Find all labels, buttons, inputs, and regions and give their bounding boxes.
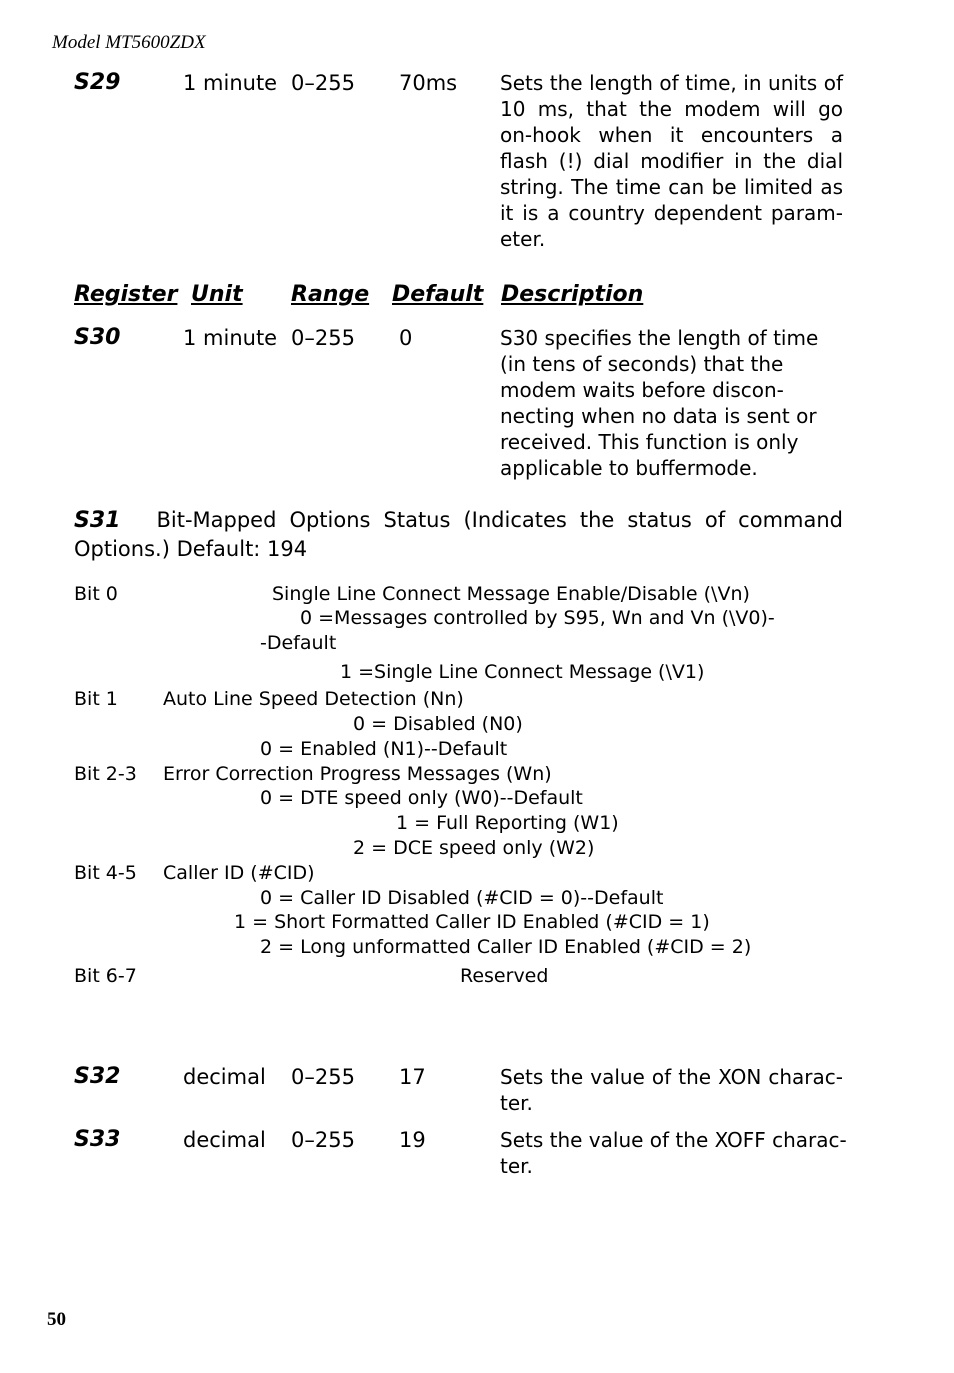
bit45-option-1: 1 = Short Formatted Caller ID Enabled (#CID = 1) (234, 911, 710, 933)
bit45-label: Bit 4-5 (74, 862, 137, 884)
register-s30: S30 (74, 325, 121, 350)
bit1-title: Auto Line Speed Detection (Nn) (163, 688, 464, 710)
table-header-register: Register (74, 282, 178, 307)
s31-line-2: Options.) Default: 194 (74, 537, 308, 561)
s32-unit: decimal (183, 1065, 266, 1089)
s32-description-line: ter. (500, 1091, 533, 1115)
s30-description-line: received. This function is only (500, 430, 799, 454)
s29-description-line: it is a country dependent param- (500, 201, 843, 225)
s29-default: 70ms (399, 71, 458, 95)
s29-description-line: string. The time can be limited as (500, 175, 843, 199)
bit23-label: Bit 2-3 (74, 763, 137, 785)
register-s32: S32 (74, 1064, 121, 1089)
bit67-title: Reserved (460, 965, 549, 987)
bit0-title: Single Line Connect Message Enable/Disable (\Vn) (272, 583, 750, 605)
bit23-option-0: 0 = DTE speed only (W0)--Default (260, 787, 583, 809)
s33-range: 0–255 (291, 1128, 355, 1152)
s29-description-line: 10 ms, that the modem will go (500, 97, 843, 121)
s30-description-line: modem waits before discon- (500, 378, 784, 402)
table-header-unit: Unit (191, 282, 243, 307)
s29-description-line: Sets the length of time, in units of (500, 71, 843, 95)
s33-default: 19 (399, 1128, 426, 1152)
s30-description (500, 325, 843, 481)
table-header-default: Default (392, 282, 484, 307)
s31-line-1 (74, 506, 843, 535)
s29-description (500, 70, 843, 252)
page-number: 50 (47, 1309, 66, 1330)
bit23-option-1: 1 = Full Reporting (W1) (396, 812, 619, 834)
table-header-range: Range (291, 282, 370, 307)
bit67-label: Bit 6-7 (74, 965, 137, 987)
s32-description-line: Sets the value of the XON charac- (500, 1065, 843, 1089)
s30-description-line: necting when no data is sent or (500, 404, 817, 428)
s33-description (500, 1127, 847, 1179)
s31-description (74, 506, 843, 563)
bit45-option-2: 2 = Long unformatted Caller ID Enabled (#CID = 2) (260, 936, 752, 958)
bit1-option-0: 0 = Disabled (N0) (353, 713, 523, 735)
bit1-option-1: 0 = Enabled (N1)--Default (260, 738, 508, 760)
bit1-label: Bit 1 (74, 688, 118, 710)
s33-description-line: ter. (500, 1154, 533, 1178)
s30-default: 0 (399, 326, 413, 350)
s29-description-line: flash (!) dial modifier in the dial (500, 149, 843, 173)
bit23-title: Error Correction Progress Messages (Wn) (163, 763, 552, 785)
s33-description-line: Sets the value of the XOFF charac- (500, 1128, 847, 1152)
table-header-description: Description (501, 282, 644, 307)
bit45-option-0: 0 = Caller ID Disabled (#CID = 0)--Default (260, 887, 664, 909)
s30-description-line: applicable to buffermode. (500, 456, 758, 480)
register-s33: S33 (74, 1127, 121, 1152)
s29-range: 0–255 (291, 71, 355, 95)
bit45-title: Caller ID (#CID) (163, 862, 315, 884)
s32-default: 17 (399, 1065, 426, 1089)
s30-description-line: (in tens of seconds) that the (500, 352, 784, 376)
s32-range: 0–255 (291, 1065, 355, 1089)
s33-unit: decimal (183, 1128, 266, 1152)
s29-unit: 1 minute (183, 71, 278, 95)
bit0-label: Bit 0 (74, 583, 118, 605)
bit0-option-0-continued: -Default (260, 632, 337, 654)
s31-summary: Bit-Mapped Options Status (Indicates the status of command (156, 508, 843, 532)
bit23-option-2: 2 = DCE speed only (W2) (353, 837, 595, 859)
s30-description-line: S30 specifies the length of time (500, 326, 819, 350)
s30-unit: 1 minute (183, 326, 278, 350)
register-s31: S31 (74, 508, 121, 533)
s32-description (500, 1064, 843, 1116)
running-header-model: Model MT5600ZDX (52, 32, 206, 53)
bit0-option-0: 0 =Messages controlled by S95, Wn and Vn (\V0)- (300, 607, 775, 629)
s29-description-line: on-hook when it encounters a (500, 123, 843, 147)
bit0-option-1: 1 =Single Line Connect Message (\V1) (340, 661, 705, 683)
register-s29: S29 (74, 70, 121, 95)
s30-range: 0–255 (291, 326, 355, 350)
s29-description-line: eter. (500, 227, 546, 251)
